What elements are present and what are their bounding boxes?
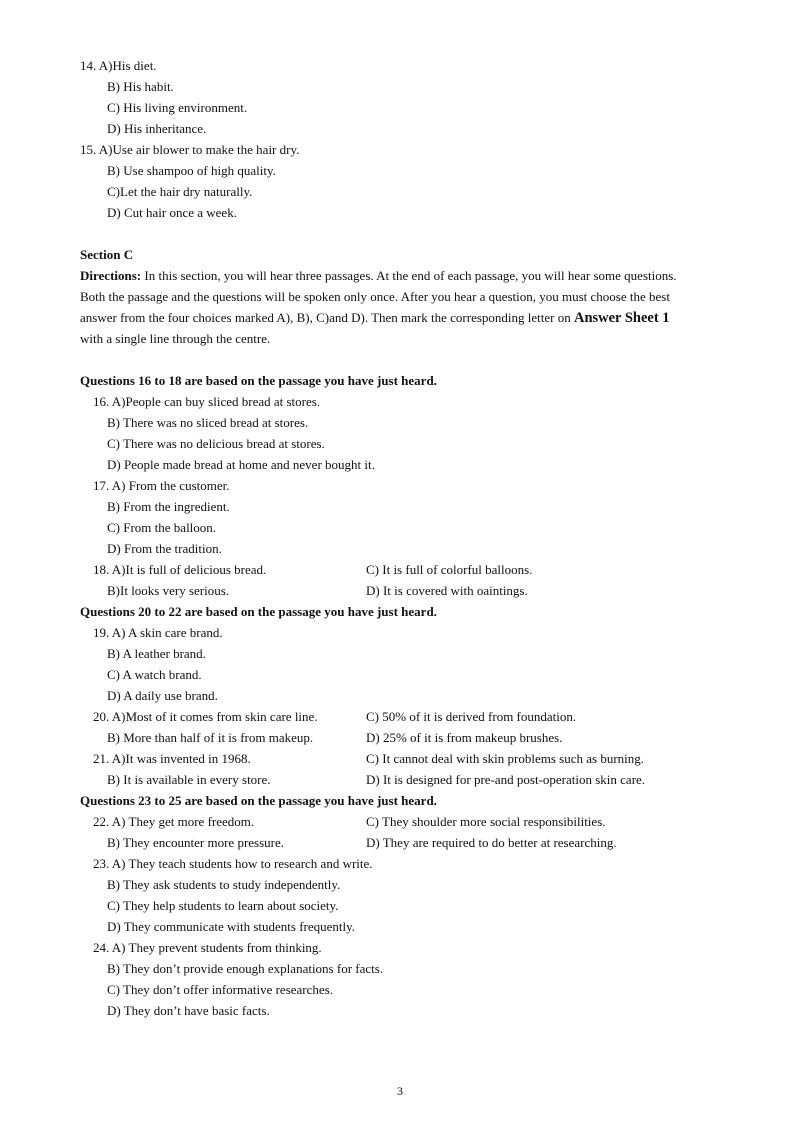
q17-option-c: C) From the balloon. [107, 520, 217, 535]
q18-option-c: C) It is full of colorful balloons. [366, 562, 533, 577]
q21-option-c: C) It cannot deal with skin problems such as burning. [366, 751, 645, 766]
q16-option-b: B) There was no sliced bread at stores. [107, 415, 309, 430]
q22-option-c: C) They shoulder more social responsibilities. [366, 814, 606, 829]
q19-option-c: C) A watch brand. [107, 667, 202, 682]
q22-option-d: D) They are required to do better at researching. [366, 835, 617, 850]
q20-option-a: 20. A)Most of it comes from skin care line. [93, 709, 318, 724]
q24-option-d: D) They don’t have basic facts. [107, 1003, 270, 1018]
q19-option-b: B) A leather brand. [107, 646, 206, 661]
q23-option-d: D) They communicate with students frequently. [107, 919, 356, 934]
group2-heading: Questions 20 to 22 are based on the passage you have just heard. [80, 604, 437, 619]
q14-option-b: B) His habit. [107, 79, 174, 94]
q18-option-a: 18. A)It is full of delicious bread. [93, 562, 267, 577]
q15-option-c: C)Let the hair dry naturally. [107, 184, 253, 199]
group3-heading: Questions 23 to 25 are based on the passage you have just heard. [80, 793, 437, 808]
q21-option-d: D) It is designed for pre-and post-operation skin care. [366, 772, 646, 787]
q24-option-c: C) They don’t offer informative researches. [107, 982, 333, 997]
answer-sheet-label: Answer Sheet 1 [573, 310, 670, 326]
directions-line-2: Both the passage and the questions will be spoken only once. After you hear a question, you must choose the best [80, 289, 670, 304]
q18-option-b: B)It looks very serious. [107, 583, 230, 598]
directions-line-4: with a single line through the centre. [80, 331, 271, 346]
group1-heading: Questions 16 to 18 are based on the passage you have just heard. [80, 373, 437, 388]
q18-option-d: D) It is covered with oaintings. [366, 583, 528, 598]
q23-option-c: C) They help students to learn about society. [107, 898, 339, 913]
q20-option-d: D) 25% of it is from makeup brushes. [366, 730, 563, 745]
q21-option-b: B) It is available in every store. [107, 772, 271, 787]
page-number: 3 [397, 1084, 403, 1098]
q22-option-b: B) They encounter more pressure. [107, 835, 285, 850]
section-title: Section C [80, 247, 134, 262]
q20-option-b: B) More than half of it is from makeup. [107, 730, 314, 745]
q23-option-b: B) They ask students to study independently. [107, 877, 341, 892]
q14-option-c: C) His living environment. [107, 100, 248, 115]
q17-option-b: B) From the ingredient. [107, 499, 230, 514]
q14-option-d: D) His inheritance. [107, 121, 207, 136]
directions-line-3 [80, 310, 670, 326]
q22-option-a: 22. A) They get more freedom. [93, 814, 255, 829]
directions-text-1: In this section, you will hear three passages. At the end of each passage, you will hear some questions. [141, 268, 677, 283]
directions-line-1 [80, 268, 677, 284]
q19-option-d: D) A daily use brand. [107, 688, 218, 703]
q15-option-b: B) Use shampoo of high quality. [107, 163, 276, 178]
q17-option-d: D) From the tradition. [107, 541, 222, 556]
q16-option-a: 16. A)People can buy sliced bread at stores. [93, 394, 321, 409]
q15-option-d: D) Cut hair once a week. [107, 205, 237, 220]
q24-option-b: B) They don’t provide enough explanations for facts. [107, 961, 384, 976]
directions-text-3: answer from the four choices marked A), B), C)and D). Then mark the corresponding letter on [80, 310, 574, 325]
q24-option-a: 24. A) They prevent students from thinking. [93, 940, 322, 955]
q14-option-a: 14. A)His diet. [80, 58, 157, 73]
directions-label: Directions: [80, 268, 142, 283]
q16-option-c: C) There was no delicious bread at stores. [107, 436, 325, 451]
q17-option-a: 17. A) From the customer. [93, 478, 230, 493]
q19-option-a: 19. A) A skin care brand. [93, 625, 223, 640]
q15-option-a: 15. A)Use air blower to make the hair dry. [80, 142, 300, 157]
q21-option-a: 21. A)It was invented in 1968. [93, 751, 251, 766]
q20-option-c: C) 50% of it is derived from foundation. [366, 709, 577, 724]
q23-option-a: 23. A) They teach students how to research and write. [93, 856, 373, 871]
q16-option-d: D) People made bread at home and never bought it. [107, 457, 375, 472]
